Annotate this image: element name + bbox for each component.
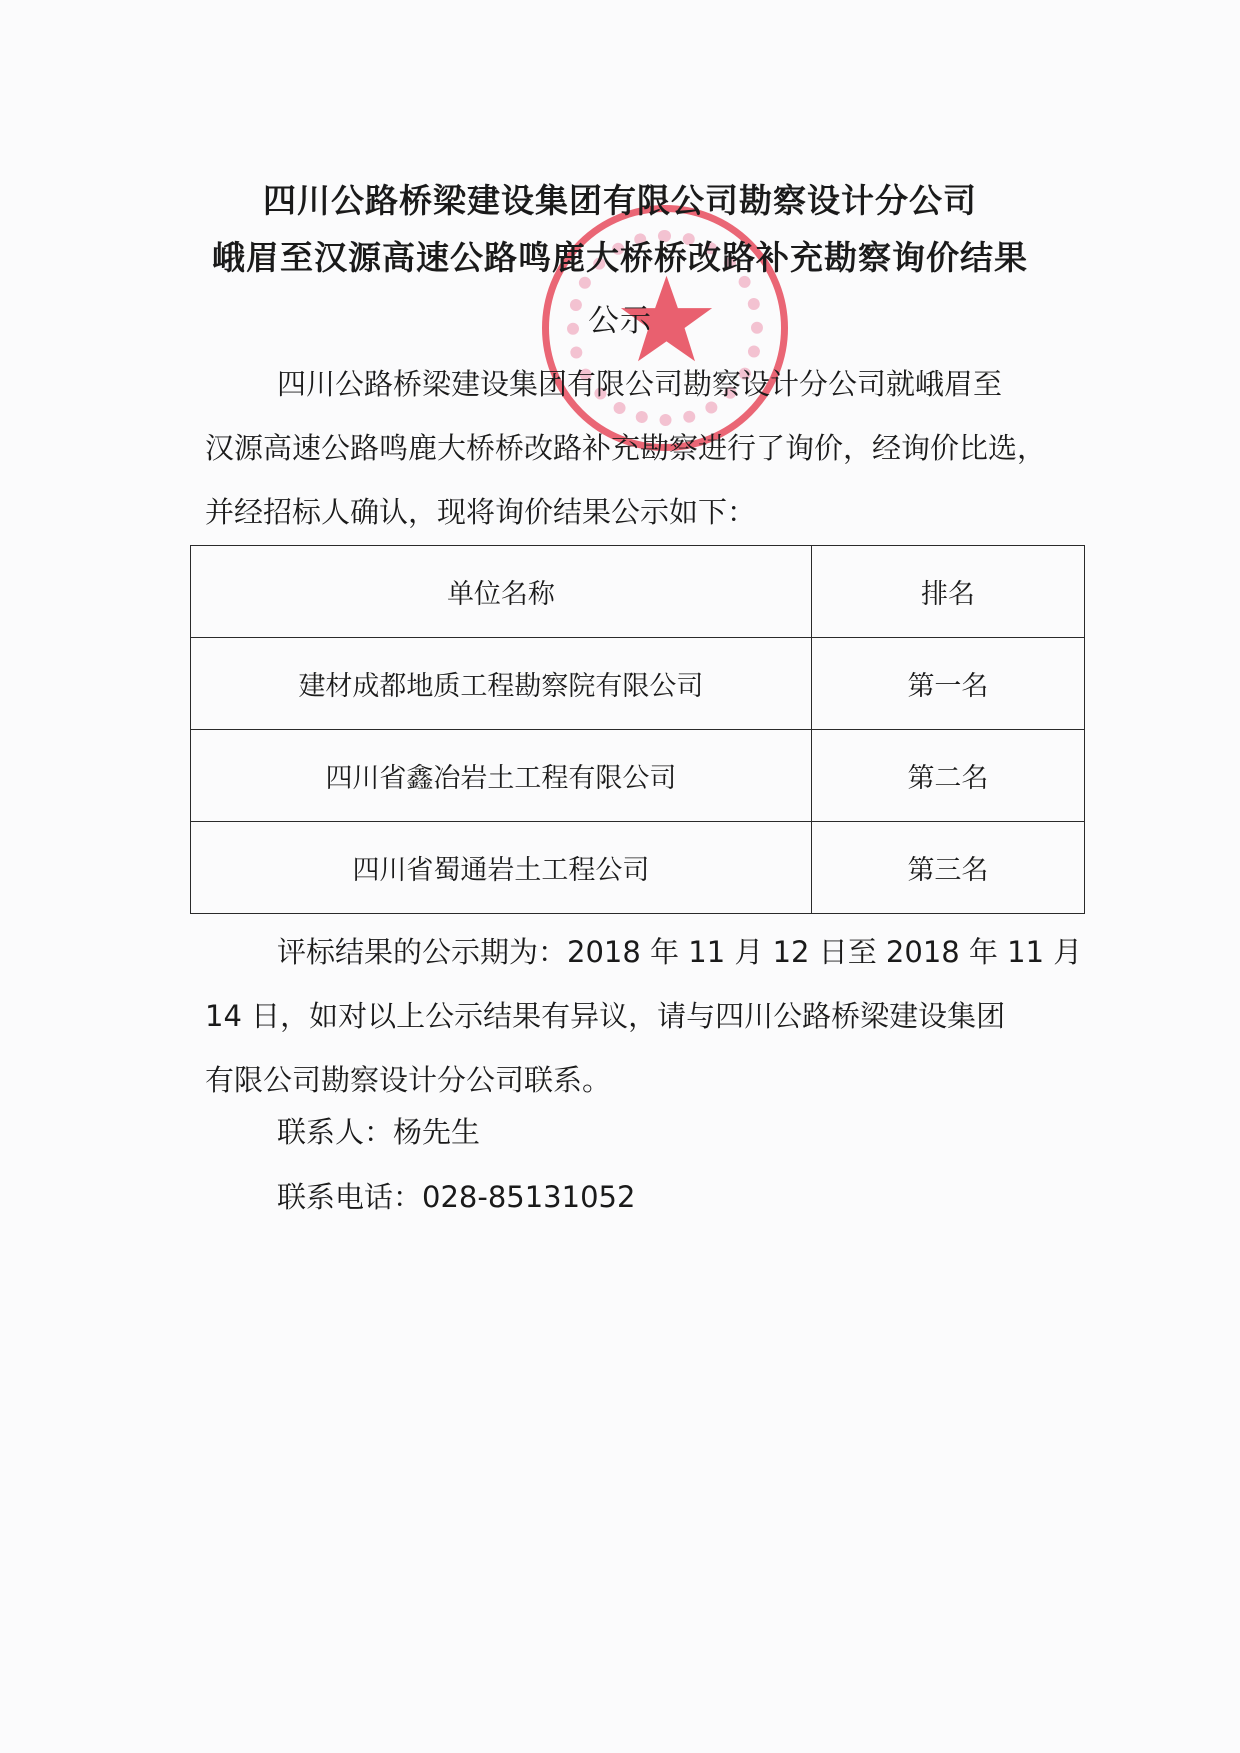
period-line-2: 14 日，如对以上公示结果有异议，请与四川公路桥梁建设集团 — [205, 999, 1006, 1033]
table-row — [191, 730, 1085, 822]
intro-paragraph — [205, 352, 1085, 544]
document-title-line-3: 公示 — [588, 303, 652, 339]
contact-person: 联系人：杨先生 — [277, 1115, 481, 1149]
period-paragraph — [205, 920, 1085, 1112]
contact-phone: 联系电话：028-85131052 — [277, 1180, 636, 1214]
header-company-name: 单位名称 — [191, 546, 812, 638]
intro-line-2: 汉源高速公路鸣鹿大桥桥改路补充勘察进行了询价，经询价比选， — [205, 431, 1047, 465]
row-company: 四川省鑫冶岩土工程有限公司 — [191, 730, 812, 822]
document-title-line-1: 四川公路桥梁建设集团有限公司勘察设计分公司 — [263, 181, 977, 220]
row-rank: 第三名 — [811, 822, 1084, 914]
table-row — [191, 638, 1085, 730]
results-table — [190, 545, 1085, 914]
row-rank: 第二名 — [811, 730, 1084, 822]
document-title-line-2: 峨眉至汉源高速公路鸣鹿大桥桥改路补充勘察询价结果 — [212, 238, 1028, 277]
intro-line-3: 并经招标人确认，现将询价结果公示如下： — [205, 495, 757, 529]
table-row — [191, 822, 1085, 914]
row-company: 建材成都地质工程勘察院有限公司 — [191, 638, 812, 730]
row-rank: 第一名 — [811, 638, 1084, 730]
row-company: 四川省蜀通岩土工程公司 — [191, 822, 812, 914]
header-rank: 排名 — [811, 546, 1084, 638]
period-line-1: 评标结果的公示期为：2018 年 11 月 12 日至 2018 年 11 月 — [277, 935, 1083, 969]
intro-line-1: 四川公路桥梁建设集团有限公司勘察设计分公司就峨眉至 — [277, 367, 1003, 401]
period-line-3: 有限公司勘察设计分公司联系。 — [205, 1063, 612, 1097]
table-header-row — [191, 546, 1085, 638]
